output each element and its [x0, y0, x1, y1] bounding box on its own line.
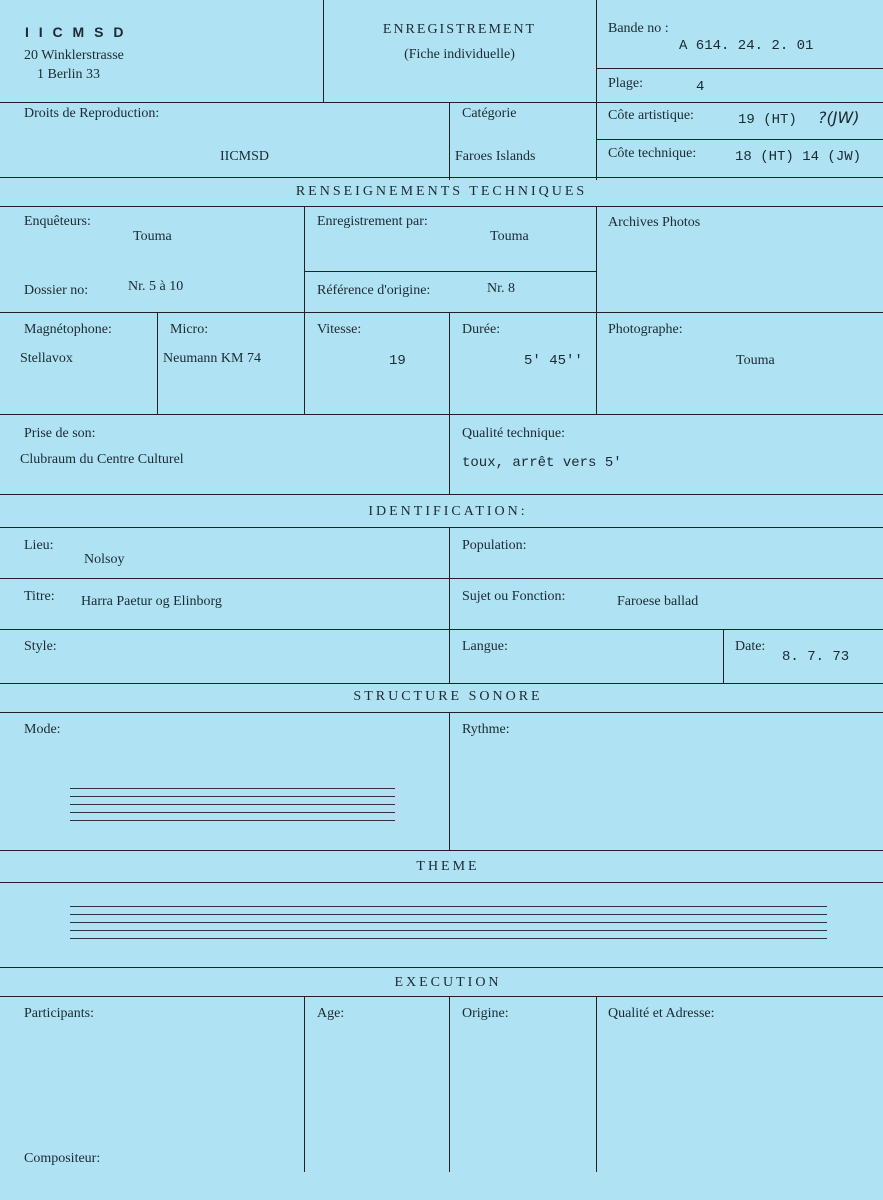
rule-style-bottom [0, 683, 883, 684]
theme-staff-line-5 [70, 938, 827, 939]
cote-technique-value: 18 (HT) 14 (JW) [735, 149, 862, 165]
form-subtitle: (Fiche individuelle) [404, 47, 515, 62]
vitesse-label: Vitesse: [317, 322, 362, 337]
duree-value: 5' 45'' [524, 353, 583, 369]
mode-staff-line-5 [70, 820, 395, 821]
tech-divider-b [596, 206, 597, 312]
sujet-value: Faroese ballad [617, 594, 699, 609]
rule-execution-title [0, 996, 883, 997]
section-execution-title: EXECUTION [394, 975, 502, 990]
titre-label: Titre: [24, 589, 55, 604]
theme-staff-line-4 [70, 930, 827, 931]
archives-label: Archives Photos [608, 215, 701, 230]
equip-divider-2 [304, 312, 305, 414]
photographe-label: Photographe: [608, 322, 683, 337]
cote-artistique-handwritten: ?(JW) [818, 108, 860, 127]
exec-divider-2 [449, 996, 450, 1172]
form-title: ENREGISTREMENT [382, 22, 537, 37]
micro-label: Micro: [170, 322, 209, 337]
enregistrement-par-label: Enregistrement par: [317, 214, 428, 229]
rule-titre-bottom [0, 629, 883, 630]
origine-label: Origine: [462, 1006, 509, 1021]
droits-label: Droits de Reproduction: [24, 106, 160, 121]
dossier-label: Dossier no: [24, 283, 89, 298]
duree-label: Durée: [462, 322, 501, 337]
rythme-label: Rythme: [462, 722, 510, 737]
equip-divider-3 [449, 312, 450, 494]
qualite-adresse-label: Qualité et Adresse: [608, 1006, 715, 1021]
population-label: Population: [462, 538, 527, 553]
rule-rights-bottom [0, 177, 883, 178]
lieu-label: Lieu: [24, 538, 54, 553]
org-city: 1 Berlin 33 [37, 67, 100, 82]
equip-divider-4 [596, 312, 597, 414]
bande-value: A 614. 24. 2. 01 [679, 38, 814, 54]
exec-divider-1 [304, 996, 305, 1172]
theme-staff-line-2 [70, 914, 827, 915]
mode-staff-line-4 [70, 812, 395, 813]
reference-divider [304, 271, 596, 272]
enqueteurs-value: Touma [133, 229, 172, 244]
categorie-value: Faroes Islands [455, 149, 536, 164]
lieu-value: Nolsoy [84, 552, 125, 567]
tech-divider-a [304, 206, 305, 312]
rule-lieu-bottom [0, 578, 883, 579]
categorie-divider [449, 102, 450, 180]
rule-theme-bottom [0, 967, 883, 968]
magnetophone-label: Magnétophone: [24, 322, 112, 337]
section-identification-title: IDENTIFICATION: [368, 504, 528, 519]
titre-value: Harra Paetur og Elinborg [81, 594, 222, 609]
org-name: I I C M S D [25, 24, 127, 40]
date-divider [723, 629, 724, 683]
reference-label: Référence d'origine: [317, 283, 431, 298]
langue-label: Langue: [462, 639, 508, 654]
reference-value: Nr. 8 [487, 281, 515, 296]
rule-structure-bottom [0, 850, 883, 851]
prise-value: Clubraum du Centre Culturel [20, 452, 184, 467]
ident-divider [449, 527, 450, 683]
age-label: Age: [317, 1006, 345, 1021]
section-technique-title: RENSEIGNEMENTS TECHNIQUES [295, 184, 588, 199]
micro-value: Neumann KM 74 [163, 351, 261, 366]
bande-plage-divider [596, 68, 883, 69]
qualite-technique-value: toux, arrêt vers 5' [462, 455, 622, 471]
structure-divider [449, 712, 450, 850]
enregistrement-par-value: Touma [490, 229, 529, 244]
photographe-value: Touma [736, 353, 775, 368]
participants-label: Participants: [24, 1006, 94, 1021]
cote-artistique-value: 19 (HT) [738, 112, 797, 128]
org-street: 20 Winklerstrasse [24, 48, 124, 63]
rule-equipment-bottom [0, 414, 883, 415]
rule-theme-title [0, 882, 883, 883]
cote-artistique-label: Côte artistique: [608, 108, 694, 123]
section-theme-title: THEME [416, 859, 480, 874]
theme-staff-line-3 [70, 922, 827, 923]
cote-technique-label: Côte technique: [608, 146, 697, 161]
compositeur-label: Compositeur: [24, 1151, 101, 1166]
vitesse-value: 19 [389, 353, 406, 369]
bande-label: Bande no : [608, 21, 669, 36]
style-label: Style: [24, 639, 57, 654]
equip-divider-1 [157, 312, 158, 414]
mode-staff-line-1 [70, 788, 395, 789]
sujet-label: Sujet ou Fonction: [462, 589, 566, 604]
dossier-value: Nr. 5 à 10 [128, 279, 184, 294]
mode-staff-line-2 [70, 796, 395, 797]
theme-staff-line-1 [70, 906, 827, 907]
mode-label: Mode: [24, 722, 61, 737]
rule-ident-title [0, 527, 883, 528]
rule-tech-title [0, 206, 883, 207]
header-divider-right [596, 0, 597, 180]
mode-staff-line-3 [70, 804, 395, 805]
rule-header-bottom [0, 102, 883, 103]
plage-value: 4 [696, 79, 705, 95]
qualite-technique-label: Qualité technique: [462, 426, 566, 441]
date-label: Date: [735, 639, 766, 654]
rule-dossier-bottom [0, 312, 883, 313]
droits-value: IICMSD [220, 149, 270, 164]
rule-prise-bottom [0, 494, 883, 495]
magnetophone-value: Stellavox [20, 351, 73, 366]
exec-divider-3 [596, 996, 597, 1172]
rule-structure-title [0, 712, 883, 713]
prise-label: Prise de son: [24, 426, 96, 441]
section-structure-title: STRUCTURE SONORE [353, 689, 543, 704]
plage-label: Plage: [608, 76, 643, 91]
categorie-label: Catégorie [462, 106, 517, 121]
enqueteurs-label: Enquêteurs: [24, 214, 91, 229]
date-value: 8. 7. 73 [782, 649, 850, 665]
cote-divider [596, 139, 883, 140]
